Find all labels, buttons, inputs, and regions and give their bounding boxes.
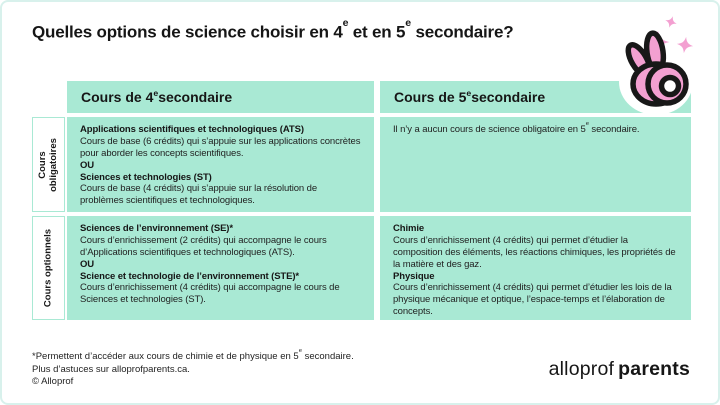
footnote-asterisk bbox=[32, 348, 354, 364]
title-superscript: e bbox=[405, 17, 411, 30]
ou-separator: OU bbox=[80, 258, 95, 270]
course-description: Cours d’enrichissement (2 crédits) qui accompagne le cours d’Applications scientifiques et technologiques (ATS). bbox=[80, 234, 327, 258]
footnote-website: Plus d’astuces sur alloprofparents.ca. bbox=[32, 363, 190, 375]
ok-hand-sparkles-icon bbox=[614, 6, 718, 118]
title-superscript: e bbox=[342, 17, 349, 30]
course-title: Chimie bbox=[393, 223, 425, 234]
course-description: Cours d’enrichissement (4 crédits) qui permet d’étudier les lois de la physique mécanique et optique, l’espace-temps et l’élaboration de concepts. bbox=[393, 282, 672, 318]
course-title: Physique bbox=[393, 270, 435, 282]
no-course-text: Il n’y a aucun cours de science obligatoire en 5 bbox=[393, 124, 586, 136]
course-title: Science et technologie de l’environnement (STE)* bbox=[80, 270, 300, 282]
row-label-cours-optionnels bbox=[32, 216, 65, 320]
header-cours-4e-secondaire bbox=[67, 81, 374, 113]
course-description: Cours d’enrichissement (4 crédits) qui accompagne le cours de Sciences et technologies (ST). bbox=[80, 282, 340, 306]
footnote-text: *Permettent d’accéder aux cours de chimie et de physique en 5 bbox=[32, 351, 299, 363]
cell-superscript: e bbox=[585, 121, 589, 128]
title-text: Quelles options de science choisir en 4 bbox=[32, 22, 343, 42]
header-superscript: e bbox=[153, 88, 159, 99]
ou-separator: OU bbox=[80, 159, 95, 171]
logo-alloprof-text: alloprof bbox=[548, 358, 615, 380]
row-label-text: Cours obligatoires bbox=[36, 137, 59, 192]
footnote-text: secondaire. bbox=[301, 351, 354, 363]
cell-optionnels-5e bbox=[380, 216, 691, 320]
header-superscript: e bbox=[466, 88, 472, 99]
header-text: Cours de 4 bbox=[81, 89, 154, 105]
header-text: Cours de 5 bbox=[394, 89, 467, 105]
row-label-cours-obligatoires bbox=[32, 117, 65, 212]
no-course-text: secondaire. bbox=[588, 124, 640, 136]
course-description: Cours d’enrichissement (4 crédits) qui permet d’étudier la composition des éléments, les réactions chimiques, les propriétés de la matière et des gaz. bbox=[393, 234, 676, 270]
title-text: et en 5 bbox=[348, 22, 406, 42]
course-title: Applications scientifiques et technologiques (ATS) bbox=[80, 124, 304, 135]
header-text: secondaire bbox=[158, 89, 233, 105]
footnote-block bbox=[32, 348, 354, 389]
course-title: Sciences et technologies (ST) bbox=[80, 171, 212, 183]
logo-parents-text: parents bbox=[618, 358, 690, 380]
cell-optionnels-4e bbox=[67, 216, 374, 320]
title-text: secondaire? bbox=[410, 22, 514, 42]
header-text: secondaire bbox=[471, 89, 546, 105]
row-label-text: Cours optionnels bbox=[42, 228, 54, 308]
course-title: Sciences de l’environnement (SE)* bbox=[80, 223, 233, 234]
course-description: Cours de base (6 crédits) qui s’appuie sur les applications concrètes pour aborder les concepts scientifiques. bbox=[80, 135, 361, 159]
alloprof-parents-logo bbox=[549, 358, 690, 381]
course-description: Cours de base (4 crédits) qui s’appuie sur la résolution de problèmes scientifiques et technologiques. bbox=[80, 183, 318, 207]
cell-obligatoires-4e bbox=[67, 117, 374, 212]
footnote-superscript: e bbox=[298, 348, 302, 355]
footnote-copyright: © Alloprof bbox=[32, 376, 74, 388]
cell-obligatoires-5e bbox=[380, 117, 691, 212]
page-title bbox=[32, 17, 514, 43]
